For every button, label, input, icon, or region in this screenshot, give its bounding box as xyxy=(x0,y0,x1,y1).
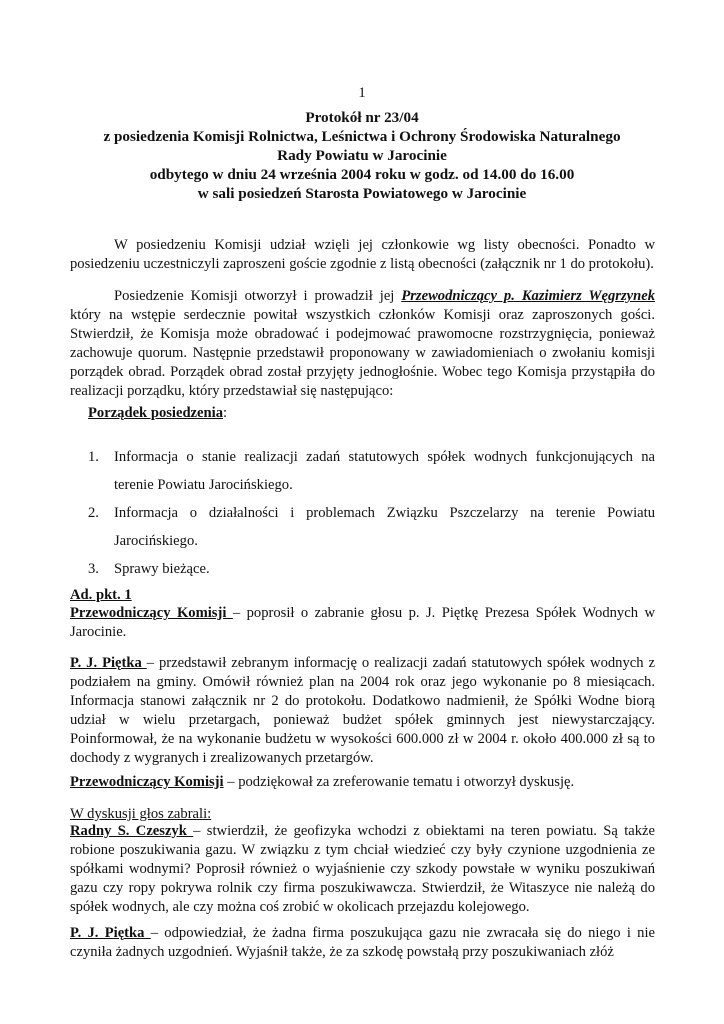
speaker-name: Przewodniczący Komisji xyxy=(70,774,224,790)
agenda-heading xyxy=(88,404,227,423)
agenda-colon: : xyxy=(223,405,228,421)
agenda-title: Porządek posiedzenia xyxy=(88,405,223,421)
meeting-date: odbytego w dniu 24 września 2004 roku w godz. od 14.00 do 16.00 xyxy=(149,166,575,183)
meeting-location: w sali posiedzeń Starosta Powiatowego w Jarocinie xyxy=(197,185,527,202)
intro-paragraph: W posiedzeniu Komisji udział wzięli jej członkowie wg listy obecności. Ponadto w posiedzeniu uczestniczyli zaproszeni goście zgodnie z listą obecności (załącznik nr 1 do protokołu). xyxy=(70,237,655,272)
list-item xyxy=(88,443,655,499)
chairman-name: Przewodniczący p. Kazimierz Węgrzynek xyxy=(401,288,655,304)
agenda-list xyxy=(88,443,655,583)
list-item xyxy=(88,499,655,555)
pietka-answer-paragraph xyxy=(70,924,655,962)
paragraph-text: – stwierdził, że geofizyka wchodzi z obiektami na teren powiatu. Są także robione poszukiwania gazu. W związku z tym chciał wiedzieć czy były czynione uzgodnienia ze spółkami wodnymi? Poprosił również o wyjaśnienie czy szkody powstałe w wyniku poszukiwań gazu czy ropy pokrywa rolnik czy firma poszukiwawcza. Stwierdził, że Witaszyce nie należą do spółek wodnych, ale czy można coś zrobić w okolicach przejazdu kolejowego. xyxy=(70,823,655,915)
czeszyk-paragraph xyxy=(70,822,655,917)
paragraph-text: – odpowiedział, że żadna firma poszukująca gazu nie zwracała się do niego i nie czyniła żadnych uzgodnień. Wyjaśnił także, że za szkodę powstałą przy poszukiwaniach złóż xyxy=(70,925,655,960)
document-header xyxy=(60,108,664,203)
opening-text-before: Posiedzenie Komisji otworzył i prowadził jej xyxy=(114,288,402,304)
paragraph-text: – przedstawił zebranym informację o realizacji zadań statutowych spółek wodnych z podziałem na gminy. Omówił również plan na 2004 rok oraz jego wykonanie po 8 miesiącach. Informacja stanowi załącznik nr 2 do protokołu. Dodatkowo nadmienił, że Spółki Wodne biorą udział w wielu przetargach, ponieważ budżet spółek gminnych jest niewystarczający. Poinformował, że na wykonanie budżetu w wysokości 600.000 zł w 2004 r. około 400.000 zł są to dochody z wygranych i zrealizowanych przetargów. xyxy=(70,655,655,766)
list-item-text: Informacja o działalności i problemach Związku Pszczelarzy na terenie Powiatu Jarocińskiego. xyxy=(114,505,655,549)
opening-text-after: który na wstępie serdecznie powitał wszystkich członków Komisji oraz zaproszonych gości. Stwierdził, że Komisja może obradować i podejmować prawomocne rozstrzygnięcia, ponieważ zachowuje quorum. Następnie przedstawił proponowany w zawiadomieniach o zwołaniu komisji porządek obrad. Porządek obrad został przyjęty jednogłośnie. Wobec tego Komisja przystąpiła do realizacji porządku, który przedstawiał się następująco: xyxy=(70,307,655,399)
opening-paragraph xyxy=(70,287,655,401)
page-number: 1 xyxy=(358,85,366,101)
committee-name: z posiedzenia Komisji Rolnictwa, Leśnictwa i Ochrony Środowiska Naturalnego xyxy=(103,128,621,145)
paragraph-text: – poprosił o zabranie głosu p. J. Piętkę Prezesa Spółek Wodnych w Jarocinie. xyxy=(70,605,655,640)
speaker-name: Radny S. Czeszyk xyxy=(70,823,194,839)
list-item xyxy=(88,555,655,583)
protocol-title: Protokół nr 23/04 xyxy=(305,109,419,126)
chair-thanks-paragraph xyxy=(70,773,655,792)
council-name: Rady Powiatu w Jarocinie xyxy=(277,147,447,164)
list-item-number: 3. xyxy=(88,561,99,577)
speaker-name: Przewodniczący Komisji xyxy=(70,605,233,621)
list-item-text: Informacja o stanie realizacji zadań statutowych spółek wodnych funkcjonujących na terenie Powiatu Jarocińskiego. xyxy=(114,449,655,493)
speaker-name: P. J. Piętka xyxy=(70,925,151,941)
list-item-text: Sprawy bieżące. xyxy=(114,561,210,577)
paragraph-text: – podziękował za zreferowanie tematu i otworzył dyskusję. xyxy=(223,774,575,790)
pietka-report-paragraph xyxy=(70,654,655,768)
list-item-number: 2. xyxy=(88,505,99,521)
speaker-name: P. J. Piętka xyxy=(70,655,147,671)
section-heading-ad1: Ad. pkt. 1 xyxy=(70,587,132,603)
discussion-label: W dyskusji głos zabrali: xyxy=(70,806,212,822)
chair-request-paragraph xyxy=(70,604,655,642)
list-item-number: 1. xyxy=(88,449,99,465)
